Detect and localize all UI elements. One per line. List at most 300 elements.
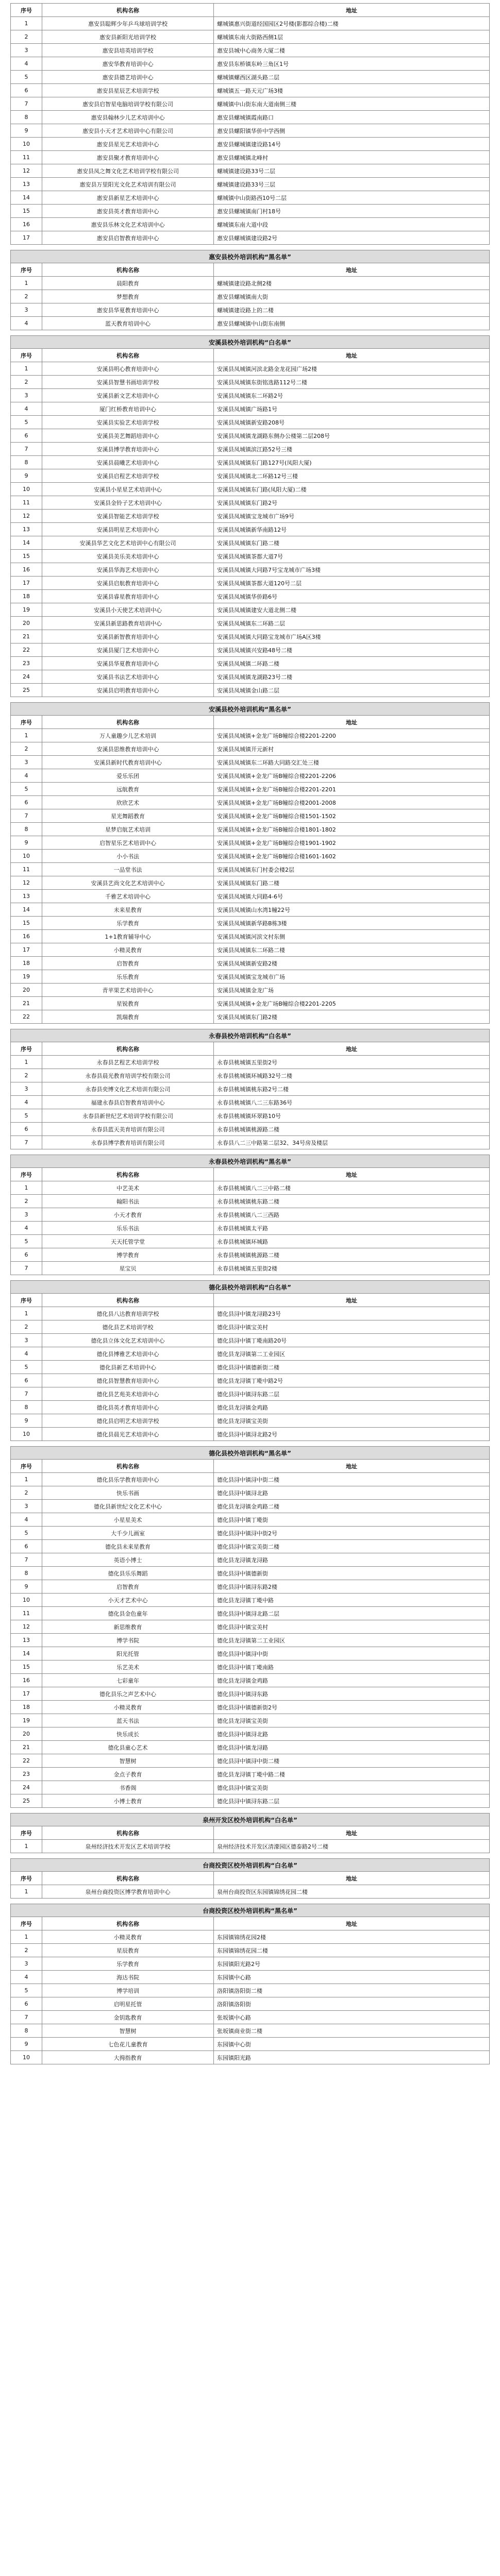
institution-address: 安溪县凤城镇东二环路二层 bbox=[214, 617, 490, 630]
table-row bbox=[11, 496, 490, 510]
institution-name: 安溪县新时代教育培训中心 bbox=[42, 756, 214, 769]
institution-name: 启智教育 bbox=[42, 1580, 214, 1594]
institution-name: 博学培训 bbox=[42, 1984, 214, 1997]
table-row bbox=[11, 443, 490, 456]
institution-address: 德化县浔中镇浔中街二楼 bbox=[214, 1754, 490, 1768]
institution-address: 螺城镇东南大街路西侧1层 bbox=[214, 30, 490, 44]
institution-name: 安溪县小天使艺术培训中心 bbox=[42, 603, 214, 617]
institution-address: 德化县浔中镇龙浔路 bbox=[214, 1741, 490, 1754]
table-row bbox=[11, 1567, 490, 1580]
table-row bbox=[11, 1222, 490, 1235]
header-row bbox=[11, 716, 490, 729]
table-row bbox=[11, 231, 490, 245]
institution-address: 安溪县凤城镇开元新村 bbox=[214, 742, 490, 756]
table-row bbox=[11, 603, 490, 617]
institution-address: 德化县浔中镇丁墘南路 bbox=[214, 1660, 490, 1674]
table-row bbox=[11, 317, 490, 330]
institution-address: 安溪县凤城镇东门路2号 bbox=[214, 496, 490, 510]
institution-name: 永春县新世纪艺术培训学校有限公司 bbox=[42, 1109, 214, 1123]
row-number: 18 bbox=[11, 1701, 42, 1714]
table-row bbox=[11, 1984, 490, 1997]
institution-name: 启明星托管 bbox=[42, 1997, 214, 2011]
institution-address: 德化县龙浔镇丁墘中路2号 bbox=[214, 1374, 490, 1387]
row-number: 8 bbox=[11, 823, 42, 836]
row-number: 4 bbox=[11, 1096, 42, 1109]
header-addr: 地址 bbox=[214, 716, 490, 729]
header-name: 机构名称 bbox=[42, 1872, 214, 1885]
institution-name: 德化县艺术培训学校 bbox=[42, 1320, 214, 1334]
row-number: 17 bbox=[11, 577, 42, 590]
table-row bbox=[11, 290, 490, 303]
row-number: 14 bbox=[11, 536, 42, 550]
institution-name: 惠安县乐林文化艺术培训中心 bbox=[42, 218, 214, 231]
row-number: 1 bbox=[11, 1473, 42, 1486]
table-row bbox=[11, 643, 490, 657]
institution-address: 德化县龙浔镇丁墘中路 bbox=[214, 1594, 490, 1607]
table-row bbox=[11, 191, 490, 205]
institution-name: 德化县新世纪文化艺术中心 bbox=[42, 1500, 214, 1513]
row-number: 1 bbox=[11, 1930, 42, 1944]
institution-address: 德化县浔中镇丁墘街 bbox=[214, 1513, 490, 1527]
institution-address: 安溪县凤城镇+金龙广场B幢综合楼2001-2008 bbox=[214, 796, 490, 809]
row-number: 10 bbox=[11, 1594, 42, 1607]
table-row bbox=[11, 1794, 490, 1808]
section-title-row bbox=[11, 250, 490, 263]
table-row bbox=[11, 1660, 490, 1674]
gap-cell bbox=[11, 330, 490, 336]
institution-name: 小精灵教育 bbox=[42, 943, 214, 957]
table-row bbox=[11, 2011, 490, 2024]
table-row bbox=[11, 1674, 490, 1687]
row-number: 9 bbox=[11, 124, 42, 138]
institution-address: 螺城镇建设路33号二层 bbox=[214, 164, 490, 178]
table-row bbox=[11, 1647, 490, 1660]
row-number: 19 bbox=[11, 603, 42, 617]
institution-address: 安溪县凤城镇大同路宝龙城市广场A区3楼 bbox=[214, 630, 490, 643]
row-number: 1 bbox=[11, 1840, 42, 1853]
row-number: 2 bbox=[11, 290, 42, 303]
row-number: 22 bbox=[11, 1754, 42, 1768]
institution-name: 蓝天教育培训中心 bbox=[42, 317, 214, 330]
institution-address: 安溪县凤城镇金龙广场 bbox=[214, 984, 490, 997]
institution-name: 惠安县万里阳光文化艺术培训有限公司 bbox=[42, 178, 214, 191]
header-row bbox=[11, 4, 490, 17]
header-no: 序号 bbox=[11, 1294, 42, 1307]
institution-name: 厦门红桥教育培训中心 bbox=[42, 402, 214, 416]
section-gap bbox=[11, 245, 490, 250]
table-row bbox=[11, 402, 490, 416]
institution-name: 1+1教育辅导中心 bbox=[42, 930, 214, 943]
institution-address: 东园镇阳光路 bbox=[214, 2051, 490, 2064]
table-row bbox=[11, 2051, 490, 2064]
header-addr: 地址 bbox=[214, 1042, 490, 1056]
institution-address: 永春县桃城镇桃源路二楼 bbox=[214, 1123, 490, 1136]
institution-name: 新思维教育 bbox=[42, 1620, 214, 1634]
institution-name: 德化县乐乐舞蹈 bbox=[42, 1567, 214, 1580]
institution-name: 德化县启明艺术培训学校 bbox=[42, 1414, 214, 1428]
header-name: 机构名称 bbox=[42, 1917, 214, 1930]
row-number: 12 bbox=[11, 164, 42, 178]
table-row bbox=[11, 124, 490, 138]
table-row bbox=[11, 523, 490, 536]
section-gap bbox=[11, 1808, 490, 1814]
institution-address: 安溪县凤城镇宝龙城市广场 bbox=[214, 970, 490, 984]
institution-name: 永春县蓝天美育培训有限公司 bbox=[42, 1123, 214, 1136]
table-row bbox=[11, 863, 490, 876]
table-row bbox=[11, 1885, 490, 1899]
institution-address: 安溪县凤城镇华侨路6号 bbox=[214, 590, 490, 603]
row-number: 5 bbox=[11, 1235, 42, 1248]
row-number: 1 bbox=[11, 277, 42, 290]
table-row bbox=[11, 742, 490, 756]
row-number: 13 bbox=[11, 178, 42, 191]
section-title-row bbox=[11, 703, 490, 716]
row-number: 6 bbox=[11, 1997, 42, 2011]
institution-name: 德化县智慧教育培训中心 bbox=[42, 1374, 214, 1387]
row-number: 6 bbox=[11, 429, 42, 443]
institution-address: 惠安县螺城镇建设路2号 bbox=[214, 231, 490, 245]
row-number: 8 bbox=[11, 2024, 42, 2038]
table-row bbox=[11, 2024, 490, 2038]
institution-name: 惠安县华夏教育培训中心 bbox=[42, 303, 214, 317]
institution-address: 德化县浔中镇浔中街2号 bbox=[214, 1527, 490, 1540]
row-number: 24 bbox=[11, 670, 42, 684]
table-row bbox=[11, 1195, 490, 1208]
table-row bbox=[11, 510, 490, 523]
table-row bbox=[11, 796, 490, 809]
institution-name: 博学教育 bbox=[42, 1248, 214, 1262]
row-number: 8 bbox=[11, 111, 42, 124]
table-row bbox=[11, 657, 490, 670]
institution-address: 安溪县凤城镇二环路二楼 bbox=[214, 657, 490, 670]
institution-name: 安溪县华艺文化艺术培训中心有限公司 bbox=[42, 536, 214, 550]
institution-address: 洛阳镇洛阳街二楼 bbox=[214, 1984, 490, 1997]
row-number: 16 bbox=[11, 563, 42, 577]
institution-name: 安溪县华海艺术培训中心 bbox=[42, 563, 214, 577]
table-row bbox=[11, 17, 490, 30]
institution-name: 小星星美术 bbox=[42, 1513, 214, 1527]
header-addr: 地址 bbox=[214, 1460, 490, 1473]
table-row bbox=[11, 850, 490, 863]
institution-address: 安溪县凤城镇建安大道北侧二楼 bbox=[214, 603, 490, 617]
header-addr: 地址 bbox=[214, 1294, 490, 1307]
institution-name: 德化县博雅艺术培训中心 bbox=[42, 1347, 214, 1361]
institution-name: 惠安县培英培训学校 bbox=[42, 44, 214, 57]
institution-name: 泉州经济技术开发区艺术培训学校 bbox=[42, 1840, 214, 1853]
header-addr: 地址 bbox=[214, 263, 490, 277]
institution-address: 惠安县螺城镇南大街 bbox=[214, 290, 490, 303]
table-row bbox=[11, 1768, 490, 1781]
institution-address: 永春县桃城镇环城路32号二楼 bbox=[214, 1069, 490, 1082]
institution-address: 惠安县螺城镇北峰村 bbox=[214, 151, 490, 164]
institution-name: 德化县英才教育培训中心 bbox=[42, 1401, 214, 1414]
institution-name: 惠安县小天才艺术培训中心有限公司 bbox=[42, 124, 214, 138]
institution-name: 星锐教育 bbox=[42, 997, 214, 1010]
institution-name: 永春县艺程艺术培训学校 bbox=[42, 1056, 214, 1069]
table-row bbox=[11, 1056, 490, 1069]
institution-name: 安溪县厦门艺术培训中心 bbox=[42, 643, 214, 657]
institution-name: 蓝天书法 bbox=[42, 1714, 214, 1727]
institution-address: 安溪县凤城镇山水湾1幢22号 bbox=[214, 903, 490, 917]
institution-name: 德化县童心艺术 bbox=[42, 1741, 214, 1754]
section-title: 台商投资区校外培训机构“白名单” bbox=[11, 1859, 490, 1872]
institution-name: 晨阳教育 bbox=[42, 277, 214, 290]
institution-address: 永春县桃城镇八二三西路 bbox=[214, 1208, 490, 1222]
institution-address: 安溪县凤城镇东门村委会楼2层 bbox=[214, 863, 490, 876]
header-row bbox=[11, 1917, 490, 1930]
table-row bbox=[11, 456, 490, 469]
institution-name: 快乐成长 bbox=[42, 1727, 214, 1741]
table-row bbox=[11, 836, 490, 850]
institution-name: 安溪县小星星艺术培训中心 bbox=[42, 483, 214, 496]
table-row bbox=[11, 138, 490, 151]
table-row bbox=[11, 809, 490, 823]
section-title: 安溪县校外培训机构“白名单” bbox=[11, 336, 490, 349]
row-number: 2 bbox=[11, 1069, 42, 1082]
header-no: 序号 bbox=[11, 263, 42, 277]
institution-name: 梦想教育 bbox=[42, 290, 214, 303]
row-number: 5 bbox=[11, 783, 42, 796]
institution-address: 安溪县凤城镇宝龙城市广场9号 bbox=[214, 510, 490, 523]
row-number: 9 bbox=[11, 469, 42, 483]
row-number: 2 bbox=[11, 376, 42, 389]
institution-address: 安溪县凤城镇东门路二楼 bbox=[214, 536, 490, 550]
table-row bbox=[11, 1347, 490, 1361]
institution-address: 安溪县凤城镇东门路二楼 bbox=[214, 876, 490, 890]
header-addr: 地址 bbox=[214, 349, 490, 362]
institution-name: 星辰教育 bbox=[42, 1944, 214, 1957]
row-number: 16 bbox=[11, 218, 42, 231]
section-title: 台商投资区校外培训机构“黑名单” bbox=[11, 1904, 490, 1917]
table-row bbox=[11, 984, 490, 997]
institution-name: 安溪县明心教育培训中心 bbox=[42, 362, 214, 376]
institution-name: 惠安县英才教育培训中心 bbox=[42, 205, 214, 218]
row-number: 18 bbox=[11, 957, 42, 970]
table-row bbox=[11, 1957, 490, 1971]
header-no: 序号 bbox=[11, 4, 42, 17]
institution-name: 德化县八达教育培训学校 bbox=[42, 1307, 214, 1320]
section-title-row bbox=[11, 1029, 490, 1042]
institution-name: 爱乐乐团 bbox=[42, 769, 214, 783]
header-name: 机构名称 bbox=[42, 716, 214, 729]
section-gap bbox=[11, 1149, 490, 1155]
institution-address: 安溪县凤城镇新安路2楼 bbox=[214, 957, 490, 970]
row-number: 14 bbox=[11, 903, 42, 917]
institution-address: 安溪县凤城镇+金龙广场B幢综合楼1801-1802 bbox=[214, 823, 490, 836]
table-row bbox=[11, 483, 490, 496]
section-gap bbox=[11, 1275, 490, 1281]
institution-name: 德化县新艺术培训中心 bbox=[42, 1361, 214, 1374]
table-row bbox=[11, 729, 490, 742]
institution-name: 安溪县晨曦艺术培训中心 bbox=[42, 456, 214, 469]
institution-table bbox=[10, 3, 490, 2064]
institution-name: 德化县晨光艺术培训中心 bbox=[42, 1428, 214, 1441]
institution-name: 海达书院 bbox=[42, 1971, 214, 1984]
institution-name: 惠安县新星艺术培训中心 bbox=[42, 191, 214, 205]
row-number: 20 bbox=[11, 1727, 42, 1741]
institution-name: 安溪县启航教育培训中心 bbox=[42, 577, 214, 590]
row-number: 11 bbox=[11, 863, 42, 876]
row-number: 11 bbox=[11, 496, 42, 510]
row-number: 9 bbox=[11, 1414, 42, 1428]
institution-address: 永春县桃城镇五里街2号 bbox=[214, 1056, 490, 1069]
header-no: 序号 bbox=[11, 1826, 42, 1840]
row-number: 11 bbox=[11, 151, 42, 164]
institution-address: 德化县龙浔镇龙浔路 bbox=[214, 1553, 490, 1567]
table-row bbox=[11, 590, 490, 603]
header-addr: 地址 bbox=[214, 1826, 490, 1840]
institution-name: 安溪县明星艺术培训中心 bbox=[42, 523, 214, 536]
institution-address: 德化县龙浔镇第二工业园区 bbox=[214, 1347, 490, 1361]
row-number: 10 bbox=[11, 850, 42, 863]
institution-name: 安溪县睿星教育培训中心 bbox=[42, 590, 214, 603]
table-row bbox=[11, 1082, 490, 1096]
institution-address: 惠安县螺城镇南门村18号 bbox=[214, 205, 490, 218]
table-row bbox=[11, 1714, 490, 1727]
row-number: 18 bbox=[11, 590, 42, 603]
institution-address: 德化县浔中镇德新街2号 bbox=[214, 1701, 490, 1714]
institution-address: 德化县浔中镇德新街二楼 bbox=[214, 1361, 490, 1374]
institution-name: 英语小博士 bbox=[42, 1553, 214, 1567]
institution-name: 惠安县启智星电脑培训学校有限公司 bbox=[42, 97, 214, 111]
institution-name: 天天托管学堂 bbox=[42, 1235, 214, 1248]
institution-address: 螺城镇中山街路西10号二层 bbox=[214, 191, 490, 205]
institution-address: 德化县浔中镇浔东路二层 bbox=[214, 1794, 490, 1808]
table-row bbox=[11, 997, 490, 1010]
header-name: 机构名称 bbox=[42, 1168, 214, 1181]
institution-name: 启智教育 bbox=[42, 957, 214, 970]
table-row bbox=[11, 362, 490, 376]
row-number: 12 bbox=[11, 1620, 42, 1634]
row-number: 1 bbox=[11, 1056, 42, 1069]
row-number: 15 bbox=[11, 1660, 42, 1674]
row-number: 17 bbox=[11, 943, 42, 957]
row-number: 11 bbox=[11, 1607, 42, 1620]
gap-cell bbox=[11, 1149, 490, 1155]
table-row bbox=[11, 1500, 490, 1513]
institution-name: 乐乐教育 bbox=[42, 970, 214, 984]
institution-address: 安溪县凤城镇新华路B栋3楼 bbox=[214, 917, 490, 930]
institution-address: 安溪县凤城镇茶都大道7号 bbox=[214, 550, 490, 563]
table-row bbox=[11, 903, 490, 917]
row-number: 5 bbox=[11, 1109, 42, 1123]
row-number: 10 bbox=[11, 2051, 42, 2064]
row-number: 5 bbox=[11, 416, 42, 429]
header-row bbox=[11, 1460, 490, 1473]
institution-name: 惠安县聪辉少年乒乓球培训学校 bbox=[42, 17, 214, 30]
institution-address: 永春县桃城镇八二三中路二楼 bbox=[214, 1181, 490, 1195]
institution-name: 安溪县实验艺术培训学校 bbox=[42, 416, 214, 429]
gap-cell bbox=[11, 1899, 490, 1904]
header-name: 机构名称 bbox=[42, 349, 214, 362]
institution-name: 小天才教育 bbox=[42, 1208, 214, 1222]
institution-name: 乐乐书法 bbox=[42, 1222, 214, 1235]
row-number: 3 bbox=[11, 389, 42, 402]
row-number: 9 bbox=[11, 2038, 42, 2051]
institution-address: 安溪县凤城镇茶都大道120号二层 bbox=[214, 577, 490, 590]
row-number: 8 bbox=[11, 456, 42, 469]
institution-name: 德化县未来星教育 bbox=[42, 1540, 214, 1553]
section-title: 泉州开发区校外培训机构“白名单” bbox=[11, 1814, 490, 1826]
institution-name: 小天才艺术中心 bbox=[42, 1594, 214, 1607]
institution-name: 安溪县启程艺术培训学校 bbox=[42, 469, 214, 483]
row-number: 2 bbox=[11, 1195, 42, 1208]
institution-name: 七色花儿童教育 bbox=[42, 2038, 214, 2051]
institution-address: 螺城镇建设路上的二楼 bbox=[214, 303, 490, 317]
row-number: 7 bbox=[11, 2011, 42, 2024]
row-number: 15 bbox=[11, 550, 42, 563]
institution-address: 螺城镇螺西区湖头路二层 bbox=[214, 71, 490, 84]
row-number: 25 bbox=[11, 684, 42, 697]
header-addr: 地址 bbox=[214, 1168, 490, 1181]
institution-address: 螺城镇建设路北侧2楼 bbox=[214, 277, 490, 290]
table-row bbox=[11, 1594, 490, 1607]
institution-address: 德化县龙浔镇第二工业园区 bbox=[214, 1634, 490, 1647]
institution-address: 德化县浔中镇丁墘南路20号 bbox=[214, 1334, 490, 1347]
table-row bbox=[11, 1607, 490, 1620]
row-number: 4 bbox=[11, 769, 42, 783]
header-name: 机构名称 bbox=[42, 1042, 214, 1056]
row-number: 12 bbox=[11, 510, 42, 523]
row-number: 10 bbox=[11, 1428, 42, 1441]
institution-address: 德化县浔中镇浔中街二楼 bbox=[214, 1473, 490, 1486]
table-row bbox=[11, 577, 490, 590]
gap-cell bbox=[11, 1441, 490, 1447]
institution-name: 惠安县翰林少儿艺术培训中心 bbox=[42, 111, 214, 124]
row-number: 1 bbox=[11, 1181, 42, 1195]
table-row bbox=[11, 1580, 490, 1594]
institution-address: 惠安县螺城镇建设路14号 bbox=[214, 138, 490, 151]
row-number: 3 bbox=[11, 1082, 42, 1096]
section-gap bbox=[11, 1899, 490, 1904]
institution-name: 惠安县星辰艺术培训学校 bbox=[42, 84, 214, 97]
institution-name: 欣欣艺术 bbox=[42, 796, 214, 809]
institution-address: 安溪县凤城镇滨江路52号三楼 bbox=[214, 443, 490, 456]
table-row bbox=[11, 1620, 490, 1634]
institution-address: 东园镇中心路 bbox=[214, 1971, 490, 1984]
institution-name: 永春县奕博文化艺术培训有限公司 bbox=[42, 1082, 214, 1096]
institution-name: 星梦启航艺术培训 bbox=[42, 823, 214, 836]
row-number: 5 bbox=[11, 1984, 42, 1997]
institution-name: 七彩童年 bbox=[42, 1674, 214, 1687]
row-number: 3 bbox=[11, 303, 42, 317]
table-row bbox=[11, 277, 490, 290]
institution-address: 德化县浔中镇浔东路2楼 bbox=[214, 1580, 490, 1594]
institution-name: 德化县乐学教育培训中心 bbox=[42, 1473, 214, 1486]
institution-address: 泉州经济技术开发区清濛园区德泰路2号二楼 bbox=[214, 1840, 490, 1853]
row-number: 6 bbox=[11, 1123, 42, 1136]
institution-name: 未来星教育 bbox=[42, 903, 214, 917]
table-row bbox=[11, 617, 490, 630]
row-number: 1 bbox=[11, 362, 42, 376]
institution-name: 智慧树 bbox=[42, 1754, 214, 1768]
row-number: 4 bbox=[11, 1971, 42, 1984]
row-number: 14 bbox=[11, 1647, 42, 1660]
row-number: 1 bbox=[11, 729, 42, 742]
row-number: 7 bbox=[11, 1136, 42, 1149]
row-number: 4 bbox=[11, 1513, 42, 1527]
institution-address: 安溪县凤城镇金山路二层 bbox=[214, 684, 490, 697]
header-name: 机构名称 bbox=[42, 263, 214, 277]
institution-address: 安溪县凤城镇+金龙广场B幢综合楼2201-2201 bbox=[214, 783, 490, 796]
row-number: 2 bbox=[11, 742, 42, 756]
institution-name: 翰阳书法 bbox=[42, 1195, 214, 1208]
institution-name: 安溪县新文艺术培训中心 bbox=[42, 389, 214, 402]
table-row bbox=[11, 670, 490, 684]
institution-name: 安溪县书法艺术培训中心 bbox=[42, 670, 214, 684]
row-number: 9 bbox=[11, 1580, 42, 1594]
institution-name: 安溪县艺尚文化艺术培训中心 bbox=[42, 876, 214, 890]
